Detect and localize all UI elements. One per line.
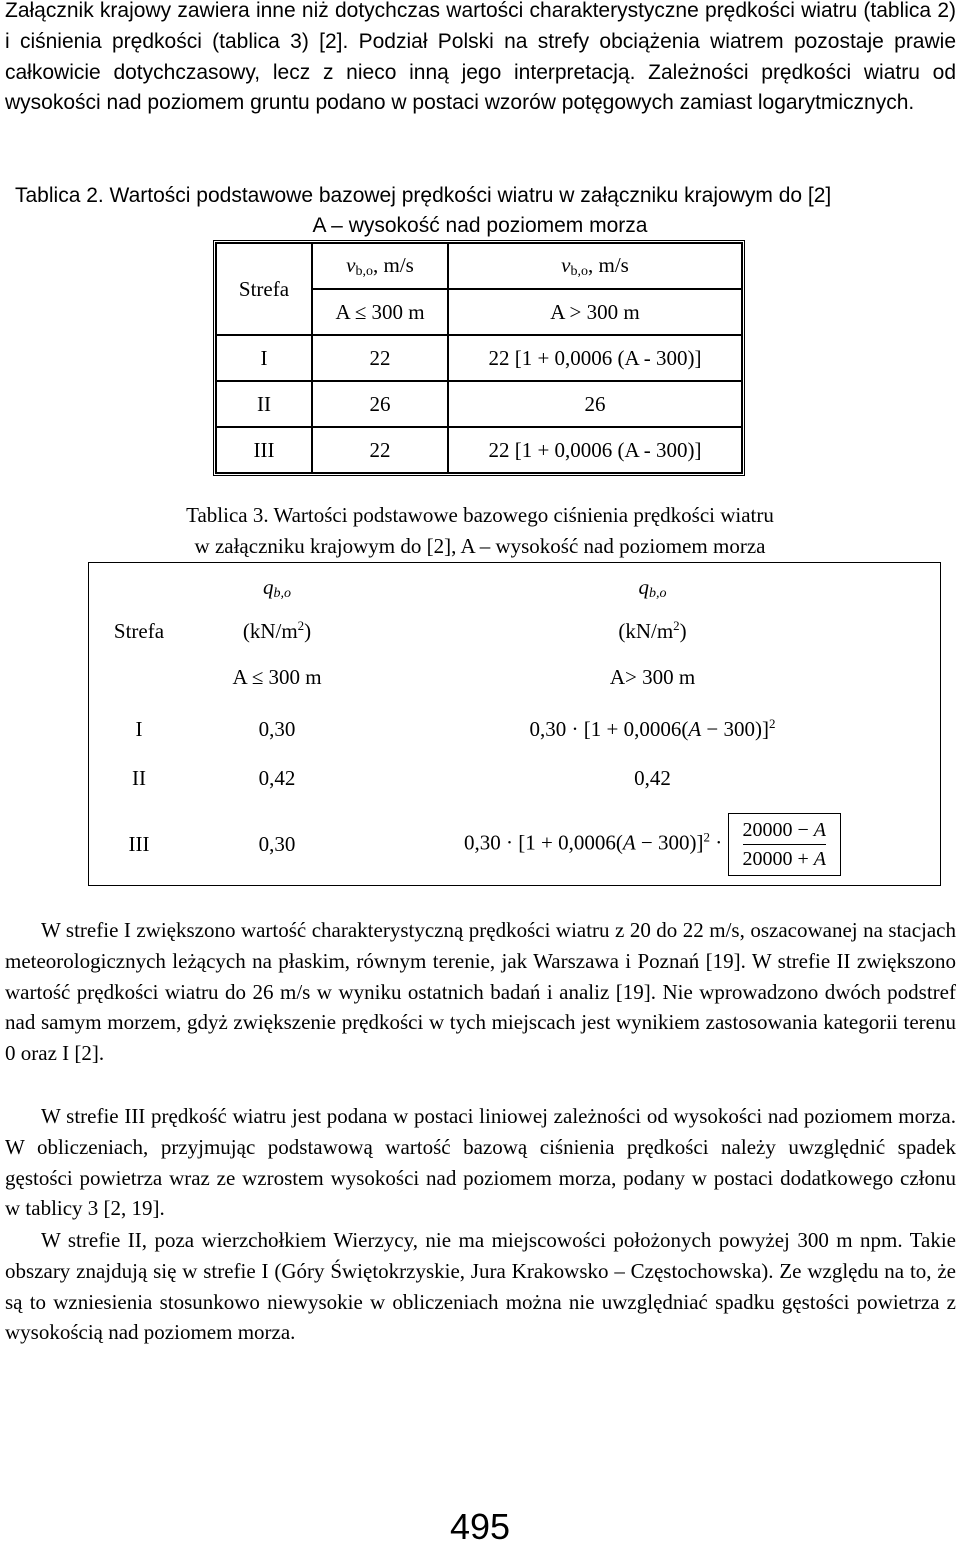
intro-paragraph: Załącznik krajowy zawiera inne niż dotychczas wartości charakterystyczne prędkości wiatru (tablica 2) i ciśnienia prędkości (tablica 3) [2]. Podział Polski na strefy obciążenia wiatrem pozostaje prawie całkowicie dotychczasowy, lecz z nieco inną jego interpretacją. Zależności prędkości wiatru od wysokości nad poziomem gruntu podano w postaci wzorów potęgowych zamiast logarytmicznych. <box>5 0 956 115</box>
table2-caption-sub: A – wysokość nad poziomem morza <box>312 214 648 237</box>
t3-header-q-low: $q_{b,o}$ <box>263 574 291 601</box>
t2-cond-high: A > 300 m <box>448 289 742 335</box>
t3-zone: II <box>132 765 146 790</box>
t2-high: 22 [1 + 0,0006 (A - 300)] <box>448 427 742 473</box>
t3-low: 0,30 <box>258 831 296 856</box>
table3-caption-sub: w załączniku krajowym do [2], A – wysokość nad poziomem morza <box>194 534 766 558</box>
table-row <box>89 705 940 753</box>
table2-caption: Tablica 2. Wartości podstawowe bazowej prędkości wiatru w załączniku krajowym do [2] <box>15 184 832 207</box>
body-paragraph-3: W strefie II, poza wierzchołkiem Wierzycy, nie ma miejscowości położonych powyżej 300 m npm. Takie obszary znajdują się w strefie I (Góry Świętokrzyskie, Jura Krakowsko – Częstochowska). Ze względu na to, że są to wzniesienia stosunkowo niewysokie w obliczeniach można nie uwzględniać spadku gęstości powietrza z wysokością nad poziomem morza. <box>5 1228 956 1345</box>
t3-high: 0,42 <box>634 765 671 790</box>
t2-zone: II <box>216 381 312 427</box>
t3-header-zone: Strefa <box>113 618 165 643</box>
fraction: $\frac{20000 - A}{20000 + A}$ <box>735 816 835 873</box>
body-paragraph-2: W strefie III prędkość wiatru jest podana w postaci liniowej zależności od wysokości nad poziomem morza. W obliczeniach, przyjmując podstawową wartość bazową ciśnienia prędkości należy uwzględnić spadek gęstości powietrza wraz ze wzrostem wysokości nad poziomem morza, podany w postaci dodatkowego członu w tablicy 3 [2, 19]. <box>5 1104 956 1221</box>
t2-high: 22 [1 + 0,0006 (A - 300)] <box>448 335 742 381</box>
table-3 <box>88 562 941 886</box>
t2-low: 22 <box>312 335 448 381</box>
t3-high-formula: $0,30 \cdot [1 + 0,0006(A - 300)]^2$ · $\frac{20000 - A}{20000 + A}$ <box>365 803 940 885</box>
t3-unit-low: $(kN/m^2)$ <box>242 618 312 643</box>
t3-zone: I <box>135 716 143 741</box>
t2-zone: III <box>216 427 312 473</box>
t2-low: 26 <box>312 381 448 427</box>
table-row <box>216 335 742 381</box>
body-paragraph-1: W strefie I zwiększono wartość charakterystyczną prędkości wiatru z 20 do 22 m/s, oszacowanej na stacjach meteorologicznych leżących na płaskim, równym terenie, jak Warszawa i Poznań [19]. W strefie II zwiększono wartość prędkości wiatru do 26 m/s w wyniku ostatnich badań i analiz [19]. Nie wprowadzono dwóch podstref nad samym morzem, gdyż zwiększenie prędkości w tych miejscach jest wynikiem zastosowania kategorii terenu 0 oraz I [2]. <box>5 918 956 1066</box>
t2-header-v-low: $v_{b,o}$, m/s <box>312 243 448 289</box>
t2-zone: I <box>216 335 312 381</box>
table3-caption: Tablica 3. Wartości podstawowe bazowego ciśnienia prędkości wiatru <box>186 503 774 527</box>
t3-zone: III <box>128 831 150 856</box>
t3-cond-high: A> 300 m <box>609 664 696 689</box>
table-row <box>89 803 940 885</box>
table-row <box>216 427 742 473</box>
page-number: 495 <box>449 1506 511 1547</box>
t2-low: 22 <box>312 427 448 473</box>
t2-cond-low: A ≤ 300 m <box>312 289 448 335</box>
table-2 <box>213 240 745 476</box>
t2-header-zone: Strefa <box>216 243 312 335</box>
t3-low: 0,30 <box>258 716 296 741</box>
t3-header-q-high: $q_{b,o}$ <box>638 574 667 601</box>
t3-high-formula: $0,30 \cdot [1 + 0,0006(A - 300)]^2$ <box>529 716 776 741</box>
table-row <box>216 381 742 427</box>
t2-high: 26 <box>448 381 742 427</box>
t3-low: 0,42 <box>258 765 296 790</box>
t3-cond-low: A ≤ 300 m <box>232 664 322 689</box>
t3-unit-high: $(kN/m^2)$ <box>618 618 687 643</box>
fraction-bracket <box>728 813 842 876</box>
t2-header-v-high: $v_{b,o}$, m/s <box>448 243 742 289</box>
table-row <box>89 753 940 803</box>
